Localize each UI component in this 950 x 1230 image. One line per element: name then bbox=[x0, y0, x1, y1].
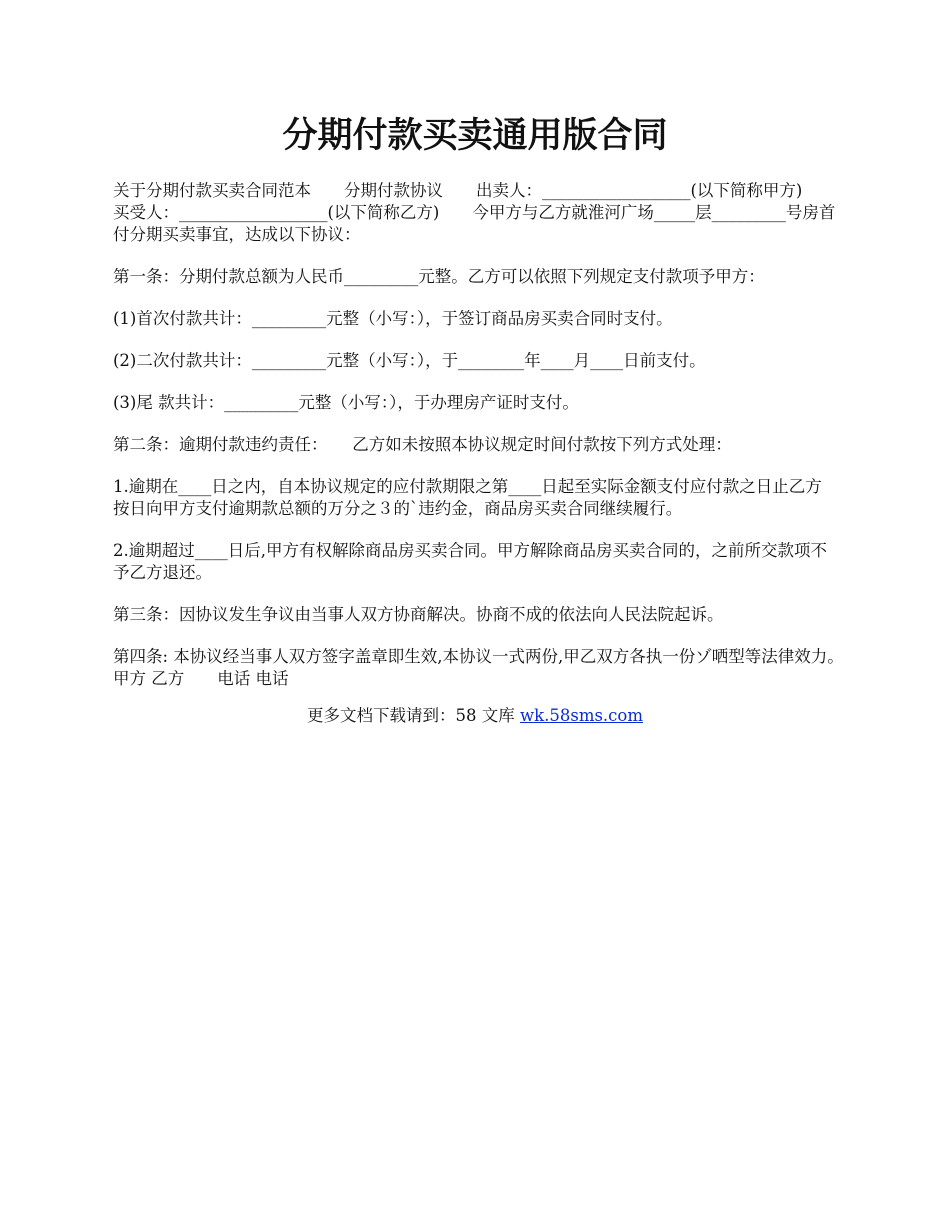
intro-paragraph: 关于分期付款买卖合同范本 分期付款协议 出卖人：__________________(以下简称甲方) 买受人：__________________(以下简称乙方) 今甲方与乙方就淮河广场_____层_________号房首付分期买卖事宜，达成以下协议： bbox=[113, 181, 836, 244]
clause-1-paragraph: 1.逾期在____日之内，自本协议规定的应付款期限之第____日起至实际金额支付应付款之日止乙方按日向甲方支付逾期款总额的万分之３的`违约金，商品房买卖合同继续履行。 bbox=[113, 477, 822, 518]
document-body bbox=[113, 180, 869, 710]
download-footer bbox=[0, 705, 950, 727]
document-title: 分期付款买卖通用版合同 bbox=[282, 115, 668, 156]
second-payment-paragraph: (2)二次付款共计：_________元整（小写：），于________年____月____日前支付。 bbox=[113, 351, 706, 370]
final-payment-paragraph: (3)尾 款共计：_________元整（小写：），于办理房产证时支付。 bbox=[113, 393, 579, 412]
article-3-paragraph: 第三条：因协议发生争议由当事人双方协商解决。协商不成的依法向人民法院起诉。 bbox=[113, 605, 724, 624]
footer-link[interactable]: wk.58sms.com bbox=[519, 706, 643, 725]
first-payment-paragraph: (1)首次付款共计：_________元整（小写：），于签订商品房买卖合同时支付。 bbox=[113, 309, 673, 328]
article-1-paragraph: 第一条：分期付款总额为人民币_________元整。乙方可以依照下列规定支付款项予甲方： bbox=[113, 267, 765, 286]
article-2-paragraph: 第二条：逾期付款违约责任： 乙方如未按照本协议规定时间付款按下列方式处理： bbox=[113, 435, 732, 454]
footer-text: 更多文档下载请到：58 文库 bbox=[306, 706, 520, 725]
clause-2-paragraph: 2.逾期超过____日后,甲方有权解除商品房买卖合同。甲方解除商品房买卖合同的，之前所交款项不予乙方退还。 bbox=[113, 541, 827, 582]
article-4-paragraph: 第四条: 本协议经当事人双方签字盖章即生效,本协议一式两份,甲乙双方各执一份ゾ哂型等法律效力。 甲方 乙方 电话 电话 bbox=[113, 647, 869, 688]
